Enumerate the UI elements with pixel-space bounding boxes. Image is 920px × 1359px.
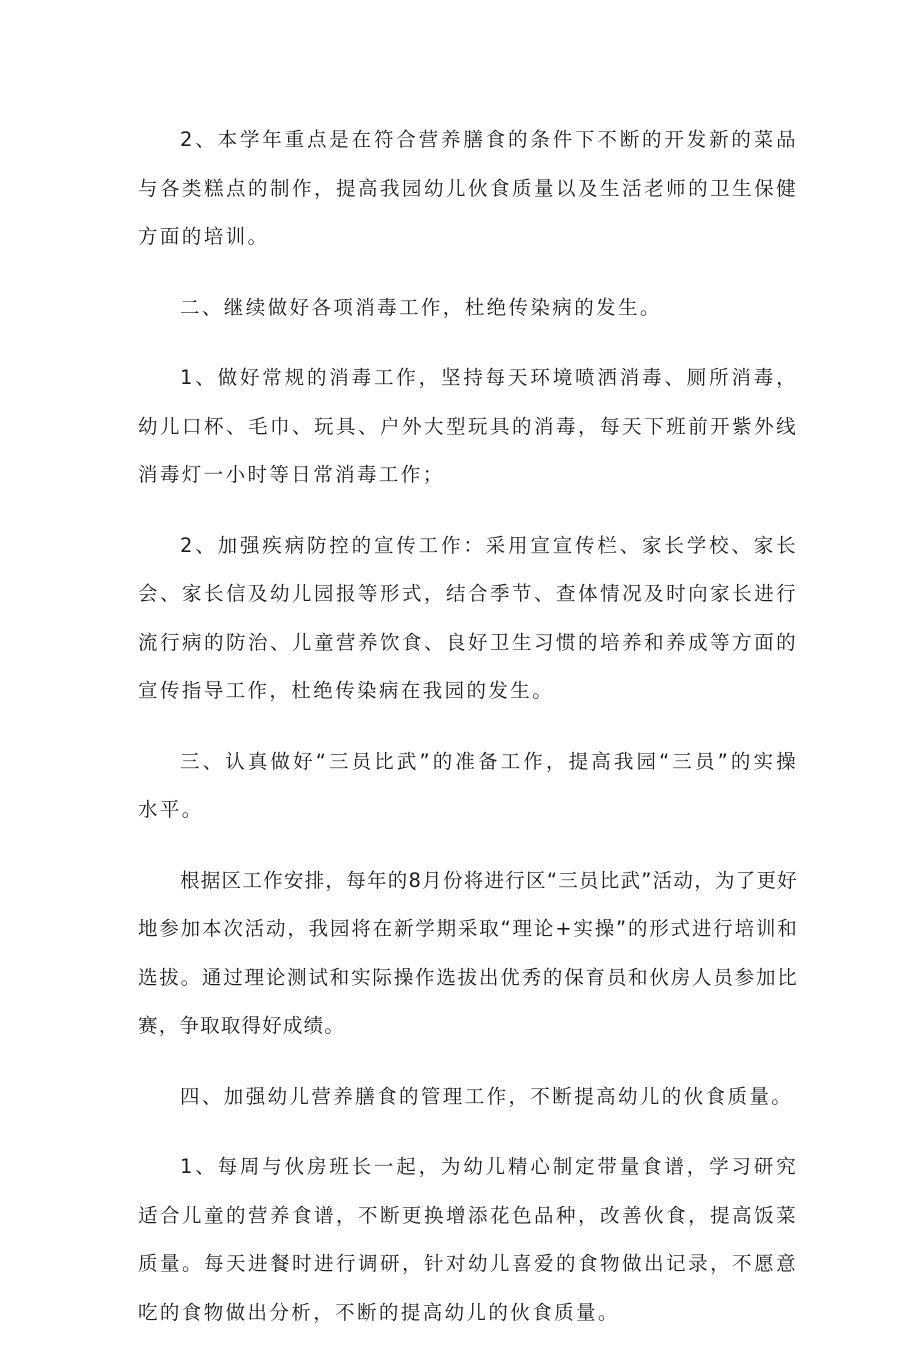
heading-nutrition-management: 四、加强幼儿营养膳食的管理工作，不断提高幼儿的伙食质量。	[180, 1084, 794, 1108]
document-body	[138, 116, 798, 1359]
heading-three-staff-competition: 三、认真做好“三员比武”的准备工作，提高我园“三员”的实操水平。	[138, 749, 798, 821]
paragraph-weekly-menu: 1、每周与伙房班长一起，为幼儿精心制定带量食谱，学习研究适合儿童的营养食谱，不断更换增添花色品种，改善伙食，提高饭菜质量。每天进餐时进行调研，针对幼儿喜爱的食物做出记录，不愿意吃的食物做出分析，不断的提高幼儿的伙食质量。	[138, 1155, 798, 1324]
paragraph-routine-disinfection: 1、做好常规的消毒工作，坚持每天环境喷洒消毒、厕所消毒，幼儿口杯、毛巾、玩具、户外大型玩具的消毒，每天下班前开紫外线消毒灯一小时等日常消毒工作；	[138, 366, 798, 486]
paragraph-menu-development: 2、本学年重点是在符合营养膳食的条件下不断的开发新的菜品与各类糕点的制作，提高我园幼儿伙食质量以及生活老师的卫生保健方面的培训。	[138, 128, 798, 248]
paragraph-competition-plan: 根据区工作安排，每年的8月份将进行区“三员比武”活动，为了更好地参加本次活动，我园将在新学期采取“理论+实操”的形式进行培训和选拔。通过理论测试和实际操作选拔出优秀的保育员和伙房人员参加比赛，争取取得好成绩。	[138, 868, 798, 1037]
paragraph-disease-prevention-publicity: 2、加强疾病防控的宣传工作：采用宣宣传栏、家长学校、家长会、家长信及幼儿园报等形式，结合季节、查体情况及时向家长进行流行病的防治、儿童营养饮食、良好卫生习惯的培养和养成等方面的宣传指导工作，杜绝传染病在我园的发生。	[138, 533, 798, 702]
heading-disinfection: 二、继续做好各项消毒工作，杜绝传染病的发生。	[180, 295, 662, 319]
